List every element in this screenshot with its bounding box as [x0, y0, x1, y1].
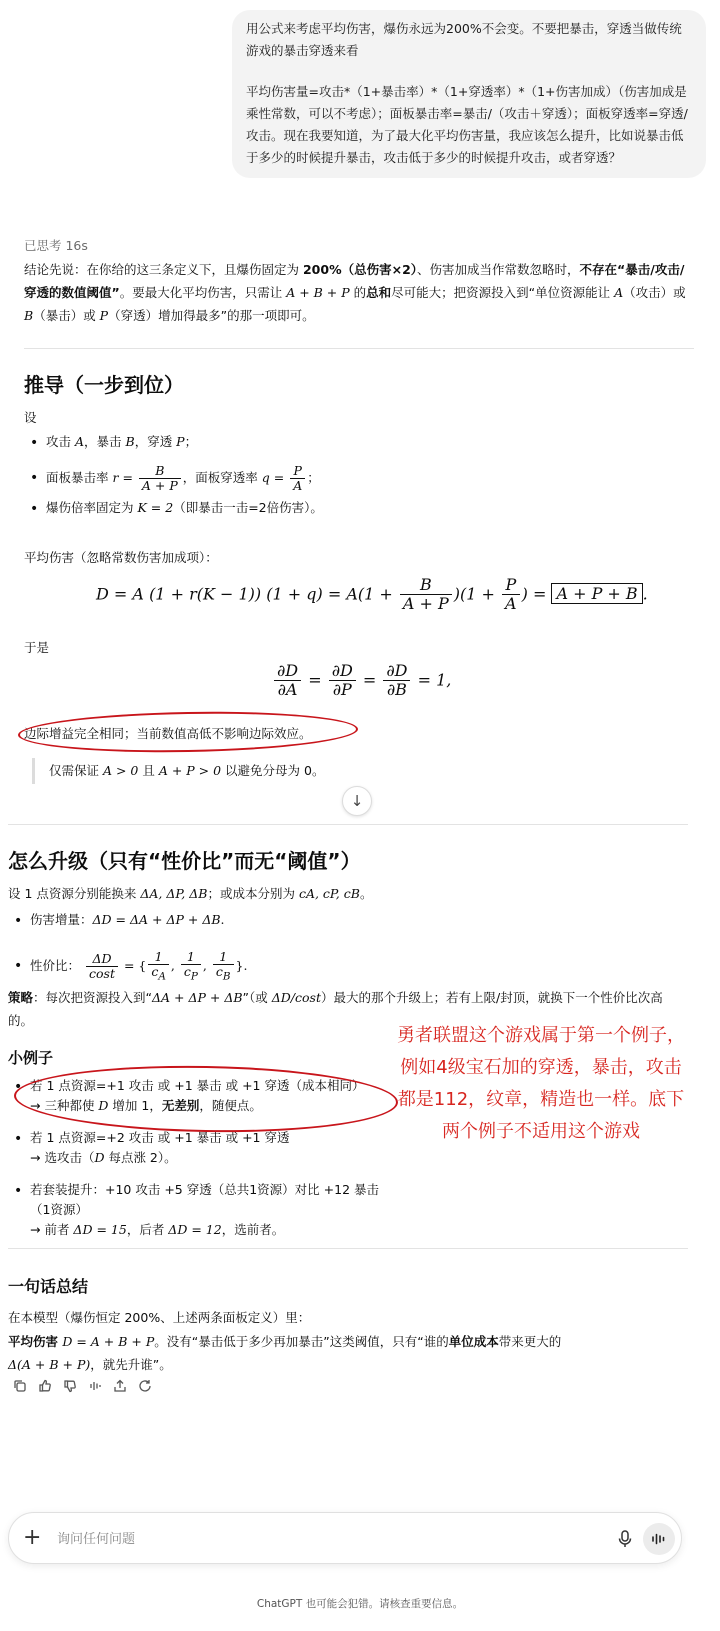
text: 爆伤倍率固定为 [46, 500, 138, 515]
text: 伤害增量： [30, 912, 93, 927]
thumbs-up-icon[interactable] [37, 1378, 53, 1394]
regenerate-icon[interactable] [137, 1378, 153, 1394]
text: ，后者 [126, 1222, 169, 1237]
fraction: $\frac{\partial D}{\partial P}$ [329, 662, 356, 700]
list-item [8, 1180, 398, 1237]
fraction: $\frac{P}{A}$ [502, 576, 520, 614]
equation-partials: $\frac{\partial D}{\partial A}$ = $\frac{\partial D}{\partial P}$ = $\frac{\partial D}{\partial B}$ = 1, [272, 662, 451, 700]
math-inline: Δ(A + B + P) [8, 1357, 91, 1373]
math-inline: A > 0 [102, 763, 139, 778]
summary-line2 [8, 1330, 680, 1376]
math-inline: D [94, 1150, 105, 1165]
text: ； [184, 434, 198, 449]
divider [8, 1248, 688, 1249]
user-message-line2: 平均伤害量=攻击*（1+暴击率）*（1+穿透率）*（1+伤害加成）（伤害加成是乘性常数，可以不考虑）；面板暴击率=暴击/（攻击＋穿透）；面板穿透率=穿透/攻击。现在我要知道，为了最大化平均伤害量，我应该怎么提升，比如说暴击低于多少的时候提升暴击，攻击低于多少的时候提升攻击，或者穿透？ [246, 83, 688, 166]
fraction: $\frac{P}{A}$ [290, 464, 305, 494]
section-heading-upgrade: 怎么升级（只有“性价比”而无“阈值”） [8, 849, 361, 873]
conclusion-text: 结论先说：在你给的这三条定义下，且爆伤固定为 [24, 262, 303, 277]
user-message-line1: 用公式来考虑平均伤害，爆伤永远为200%不会变。不要把暴击，穿透当做传统游戏的暴击穿透来看 [246, 21, 682, 59]
text: 攻击 [46, 434, 75, 449]
math-inline: A [74, 434, 85, 449]
voice-mode-icon[interactable] [643, 1523, 675, 1555]
text: 仅需保证 [49, 763, 103, 778]
conclusion-text: 尽可能大；把资源投入到“单位资源能让 [391, 285, 615, 301]
text: ：每次把资源投入到“ [33, 990, 152, 1005]
copy-icon[interactable] [12, 1378, 28, 1394]
fraction: $\frac{\partial D}{\partial B}$ [383, 662, 410, 700]
text: ，就先升谁”。 [90, 1357, 172, 1373]
plus-icon[interactable]: + [23, 1525, 42, 1550]
text: ”（或 [242, 990, 272, 1005]
math-inline: D [98, 1098, 109, 1113]
section-heading-derive: 推导（一步到位） [24, 373, 184, 397]
message-actions [12, 1378, 153, 1394]
list-item [8, 1128, 398, 1176]
text: 若 1 点资源=+2 攻击 或 +1 暴击 或 +1 穿透 [30, 1130, 290, 1145]
math-inline: ΔD = ΔA + ΔP + ΔB [92, 912, 221, 927]
fraction: $\frac{1}{c_P}$ [181, 950, 201, 983]
text: 。 [359, 886, 373, 901]
arrow-down-icon: ↓ [350, 792, 364, 810]
conclusion-text: （攻击）或 [623, 285, 686, 301]
fraction: $\frac{B}{A + P}$ [400, 576, 452, 614]
upgrade-intro [8, 882, 680, 905]
voice-read-icon[interactable] [87, 1378, 103, 1394]
text: 以避免分母为 0。 [221, 763, 325, 778]
disclaimer-footer: ChatGPT 也可能会犯错。请核查重要信息。 [256, 1598, 464, 1610]
list-item: • 性价比： $\frac{\Delta D}{\cos t}$ = { $\frac{1}{c_A}$ , $\frac{1}{c_P}$ , $\frac{1}{c_B}$ }. [8, 938, 247, 994]
derive-bullets [24, 432, 323, 524]
share-icon[interactable] [112, 1378, 128, 1394]
text: 性价比： [30, 958, 81, 973]
divider [8, 824, 688, 825]
text: 。没有“暴击低于多少再加暴击”这类阈值，只有“谁的 [154, 1334, 449, 1349]
scroll-down-button[interactable] [342, 786, 372, 816]
list-item: • 面板暴击率 r = $\frac{B}{A + P}$ ，面板穿透率 q = $\frac{P}{A}$ ； [24, 458, 323, 498]
fraction: $\frac{\Delta D}{\cos t}$ [86, 952, 118, 982]
text: ；或成本分别为 [207, 886, 299, 901]
user-message-bubble [232, 10, 706, 178]
math-inline: B [125, 434, 135, 449]
math-inline: ΔA + ΔP + ΔB [152, 990, 243, 1005]
conclusion-bold: 200%（总伤害×2） [302, 262, 418, 277]
text: 每点涨 2）。 [104, 1150, 177, 1165]
list-item: • 伤害增量：ΔD = ΔA + ΔP + ΔB. [8, 910, 247, 938]
list-item [24, 432, 323, 458]
text: → 三种都使 [30, 1098, 99, 1113]
thumbs-down-icon[interactable] [62, 1378, 78, 1394]
text: 面板暴击率 [46, 470, 113, 485]
text: ，暴击 [84, 434, 126, 449]
text: → 前者 [30, 1222, 74, 1237]
math-inline: ΔD = 15 [73, 1222, 127, 1237]
math-inline: B [24, 308, 34, 324]
conclusion-bold: 不存在“暴击/攻击/穿透的数值阈值” [24, 262, 685, 301]
text: 设 1 点资源分别能换来 [8, 886, 141, 901]
fraction: $\frac{1}{c_B}$ [213, 950, 234, 983]
math-inline: q [261, 470, 270, 485]
text: 带来更大的 [498, 1334, 562, 1349]
derive-set-label: 设 [24, 410, 37, 425]
text: 增加 1， [108, 1098, 162, 1113]
summary-line1: 在本模型（爆伤恒定 200%、上述两条面板定义）里： [8, 1310, 311, 1325]
handwritten-annotation: 勇者联盟这个游戏属于第一个例子，例如4级宝石加的穿透，暴击，攻击都是112，纹章，精造也一样。底下两个例子不适用这个游戏 [397, 1025, 685, 1143]
upgrade-bullets [8, 910, 247, 994]
divider [24, 348, 694, 349]
text: ，随便点。 [199, 1098, 262, 1113]
math-inline: ΔA, ΔP, ΔB [140, 886, 208, 901]
math-inline: ΔD = 12 [168, 1222, 222, 1237]
text: ，选前者。 [221, 1222, 285, 1237]
text: 且 [138, 763, 159, 778]
text: ； [307, 470, 320, 485]
conclusion-bold: 总和 [366, 285, 392, 301]
math-inline: r [112, 470, 119, 485]
bold-text: 无差别 [161, 1098, 200, 1113]
boxed-result: A + P + B [551, 583, 642, 604]
text: ，面板穿透率 [182, 470, 262, 485]
math-inline: A [614, 285, 624, 301]
conclusion-paragraph [24, 258, 696, 327]
blockquote-note [32, 758, 324, 784]
fraction: $\frac{B}{A + P}$ [139, 464, 181, 494]
section-heading-summary: 一句话总结 [8, 1277, 89, 1296]
text: （即暴击一击=2倍伤害）。 [173, 500, 323, 515]
fraction: $\frac{\partial D}{\partial A}$ [274, 662, 301, 700]
math-inline: P [99, 308, 109, 324]
avg-damage-label: 平均伤害（忽略常数伤害加成项）： [24, 550, 218, 565]
math-inline: ΔD/cost [271, 990, 321, 1005]
message-input[interactable] [57, 1527, 557, 1551]
red-circle-annotation [18, 709, 359, 755]
conclusion-text: （暴击）或 [33, 308, 100, 324]
marginal-gain-text: 边际增益完全相同；当前数值高低不影响边际效应。 [24, 726, 312, 741]
so-label: 于是 [24, 640, 50, 655]
microphone-icon[interactable] [613, 1527, 637, 1551]
math-inline: A + P > 0 [158, 763, 222, 778]
composer [8, 1512, 682, 1564]
text: ）最大的那个升级上；若有上限/封顶，就换下一个性价比次高的。 [8, 990, 663, 1029]
conclusion-text: 的 [349, 285, 367, 301]
conclusion-text: 。要最大化平均伤害，只需让 [119, 285, 287, 301]
math-inline: K = 2 [137, 500, 174, 515]
list-item [24, 498, 323, 524]
math-inline: A + B + P [286, 285, 350, 301]
math-inline: D = A + B + P [62, 1334, 155, 1349]
conclusion-text: 、伤害加成当作常数忽略时， [417, 262, 580, 277]
section-heading-examples: 小例子 [8, 1049, 54, 1067]
text: ，穿透 [134, 434, 177, 449]
math-inline: P [176, 434, 185, 449]
fraction: $\frac{1}{c_A}$ [148, 950, 169, 983]
bold-label: 策略 [8, 990, 34, 1005]
text: 若 1 点资源=+1 攻击 或 +1 暴击 或 +1 穿透（成本相同） [30, 1078, 365, 1093]
text: → 选攻击（ [30, 1150, 95, 1165]
equation-average-damage: D = A (1 + r(K − 1)) (1 + q) = A(1 + $\frac{B}{A + P}$ )(1 + $\frac{P}{A}$ ) = A + P + B . [96, 575, 648, 614]
thought-duration-toggle[interactable]: 已思考 16s [24, 238, 88, 253]
bold-label: 平均伤害 [8, 1334, 63, 1349]
bold-text: 单位成本 [448, 1334, 499, 1349]
conclusion-text: （穿透）增加得最多”的那一项即可。 [108, 308, 315, 324]
math-inline: cA, cP, cB [298, 886, 360, 901]
text: 若套装提升：+10 攻击 +5 穿透（总共1资源）对比 +12 暴击（1资源） [30, 1182, 380, 1217]
